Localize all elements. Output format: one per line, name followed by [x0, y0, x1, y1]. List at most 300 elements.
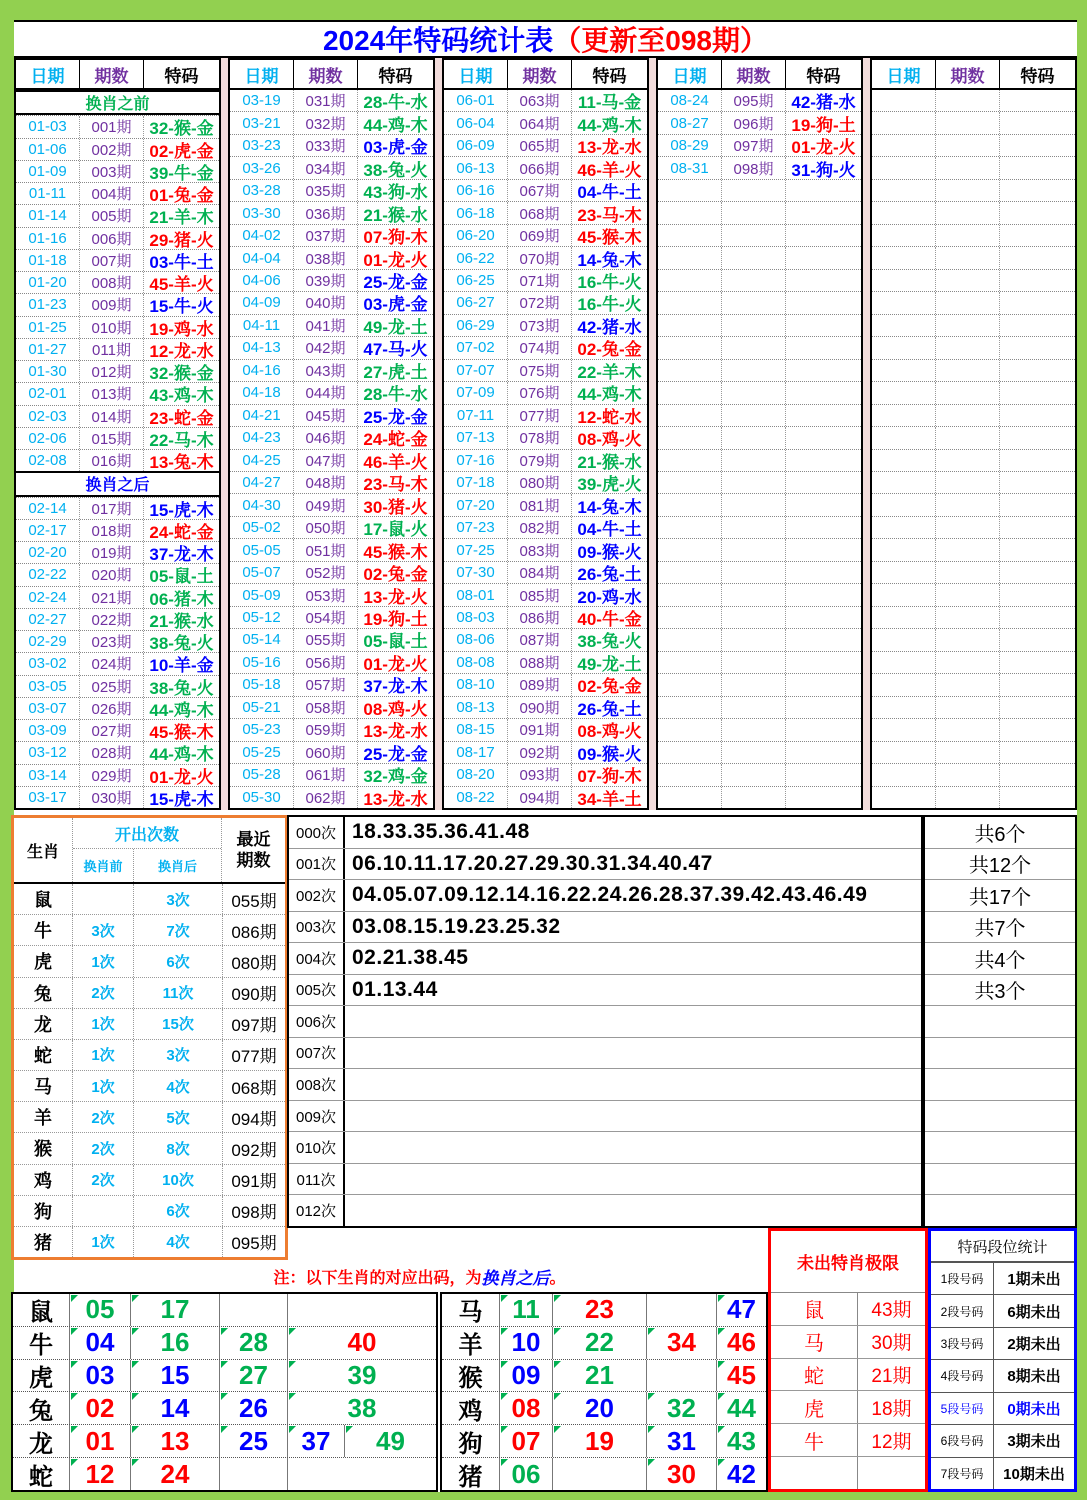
zodiac-number-row [13, 1424, 436, 1457]
zodiac-number-row [442, 1457, 766, 1490]
result-row [658, 426, 861, 448]
period-cell [935, 292, 999, 313]
total-cell [925, 1131, 1075, 1163]
code-cell [999, 382, 1075, 403]
total-cell [925, 1100, 1075, 1132]
zodiac-stats-row [14, 1039, 285, 1070]
number-cell: 04 [70, 1327, 130, 1359]
code-cell [785, 607, 861, 628]
total-cell: 共4个 [925, 942, 1075, 974]
result-row [16, 586, 219, 608]
period-cell: 053期 [293, 584, 357, 605]
zodiac-name: 兔 [13, 1392, 70, 1424]
code-cell: 26-兔-土 [571, 697, 647, 718]
count-after: 11次 [134, 978, 223, 1008]
date-cell: 07-25 [456, 541, 495, 559]
period-cell [721, 360, 785, 381]
result-row [444, 246, 647, 268]
period-cell [721, 450, 785, 471]
column-header-code: 特码 [785, 60, 861, 88]
period-cell [935, 742, 999, 763]
result-row [230, 336, 433, 358]
zodiac-name: 蛇 [14, 1040, 73, 1070]
count-before: 1次 [73, 1040, 134, 1070]
period-cell: 031期 [293, 90, 357, 111]
code-cell: 04-牛-土 [571, 517, 647, 538]
period-cell: 033期 [293, 135, 357, 156]
period-cell: 057期 [293, 674, 357, 695]
date-cell [872, 742, 935, 763]
total-cell [925, 1037, 1075, 1069]
code-cell [785, 315, 861, 336]
table-header [872, 60, 1075, 90]
result-row [230, 673, 433, 695]
period-cell [935, 764, 999, 785]
zodiac-name: 羊 [14, 1102, 73, 1132]
number-cell: 06 [500, 1458, 552, 1490]
code-cell: 01-龙-火 [143, 765, 219, 786]
zodiac-name: 虎 [13, 1360, 70, 1392]
code-cell: 09-猴-火 [571, 539, 647, 560]
number-cell: 09 [500, 1360, 552, 1392]
period-cell: 001期 [79, 116, 143, 137]
code-cell: 44-鸡-木 [143, 698, 219, 719]
period-cell: 011期 [79, 339, 143, 360]
period-cell: 012期 [79, 361, 143, 382]
column-header-period: 期数 [935, 60, 999, 88]
date-cell: 01-20 [28, 274, 67, 292]
table-header [658, 60, 861, 90]
zodiac-number-row [13, 1294, 436, 1326]
zodiac-name: 羊 [442, 1327, 500, 1359]
segment-label: 6段号码 [931, 1425, 994, 1456]
code-cell [999, 652, 1075, 673]
code-cell: 03-虎-金 [357, 292, 433, 313]
result-row [872, 538, 1075, 560]
segment-row [931, 1457, 1074, 1489]
period-cell [935, 539, 999, 560]
count-after: 6次 [134, 1196, 223, 1226]
date-cell: 08-27 [670, 114, 709, 132]
period-cell: 006期 [79, 228, 143, 249]
period-cell: 018期 [79, 520, 143, 541]
count-row [289, 942, 921, 974]
code-cell [785, 202, 861, 223]
result-row [444, 90, 647, 111]
code-cell [785, 719, 861, 740]
period-cell: 046期 [293, 427, 357, 448]
result-row [230, 111, 433, 133]
result-row [658, 516, 861, 538]
period-cell: 026期 [79, 698, 143, 719]
code-cell [785, 584, 861, 605]
result-row [230, 718, 433, 740]
result-row [658, 718, 861, 740]
count-numbers: 06.10.11.17.20.27.29.30.31.34.40.47 [352, 851, 713, 875]
code-cell [785, 764, 861, 785]
number-cell: 23 [552, 1294, 646, 1326]
code-cell: 45-猴-木 [357, 539, 433, 560]
result-row [658, 628, 861, 650]
date-cell [872, 225, 935, 246]
missing-zodiac-rows [771, 1293, 925, 1489]
result-row [658, 90, 861, 111]
zodiac-name: 蛇 [771, 1359, 858, 1391]
count-row [289, 1194, 921, 1226]
result-row [872, 314, 1075, 336]
zodiac-name: 牛 [13, 1327, 70, 1359]
result-row [658, 246, 861, 268]
period-cell: 021期 [79, 587, 143, 608]
date-cell [658, 629, 721, 650]
result-row [872, 628, 1075, 650]
column-header-period: 期数 [79, 60, 143, 88]
date-cell [872, 202, 935, 223]
date-cell [872, 427, 935, 448]
code-cell: 01-龙-火 [785, 135, 861, 156]
period-cell [935, 247, 999, 268]
zodiac-name [771, 1457, 858, 1489]
code-cell: 32-猴-金 [143, 361, 219, 382]
result-row [444, 471, 647, 493]
code-cell: 01-龙-火 [357, 247, 433, 268]
note-prefix: 注：以下生肖的对应出码，为 [273, 1269, 482, 1287]
date-cell [872, 270, 935, 291]
number-cell: 46 [716, 1327, 766, 1359]
period-cell [721, 517, 785, 538]
count-after: 3次 [134, 884, 223, 914]
count-row [289, 1163, 921, 1195]
date-cell: 08-31 [670, 159, 709, 177]
zodiac-stats-row [14, 1070, 285, 1101]
date-cell: 04-25 [242, 451, 281, 469]
result-row [872, 269, 1075, 291]
date-cell: 07-11 [456, 406, 495, 424]
code-cell: 29-猪-火 [143, 228, 219, 249]
code-cell: 24-蛇-金 [143, 520, 219, 541]
date-cell [872, 247, 935, 268]
note-suffix: 。 [549, 1269, 566, 1287]
segment-row [931, 1392, 1074, 1424]
result-row [16, 608, 219, 630]
code-cell: 11-马-金 [571, 90, 647, 111]
period-cell: 050期 [293, 517, 357, 538]
period-cell: 071期 [507, 270, 571, 291]
date-cell: 06-29 [456, 316, 495, 334]
period-cell: 008期 [79, 272, 143, 293]
date-cell [872, 607, 935, 628]
group-separator [863, 58, 870, 810]
date-cell: 04-18 [242, 384, 281, 402]
period-cell: 063期 [507, 90, 571, 111]
result-row [872, 426, 1075, 448]
date-cell: 01-30 [28, 363, 67, 381]
date-cell [872, 180, 935, 201]
zodiac-number-row [442, 1326, 766, 1359]
period-cell [935, 135, 999, 156]
period-cell: 068期 [507, 202, 571, 223]
count-row [289, 974, 921, 1006]
date-cell: 05-18 [242, 676, 281, 694]
total-cell [925, 1005, 1075, 1037]
period-cell: 037期 [293, 225, 357, 246]
date-cell [872, 135, 935, 156]
code-cell: 24-蛇-金 [357, 427, 433, 448]
result-row [230, 741, 433, 763]
result-row [16, 652, 219, 674]
code-cell [999, 292, 1075, 313]
recent-period: 097期 [231, 1016, 277, 1036]
code-cell: 44-鸡-木 [143, 742, 219, 763]
period-cell: 040期 [293, 292, 357, 313]
zodiac-stats-rows [14, 884, 285, 1257]
result-row [230, 538, 433, 560]
date-cell [658, 450, 721, 471]
code-cell: 15-虎-木 [143, 787, 219, 808]
result-row [16, 675, 219, 697]
period-cell: 070期 [507, 247, 571, 268]
period-cell [935, 315, 999, 336]
zodiac-stats-row [14, 1195, 285, 1226]
missing-periods: 12期 [871, 1431, 912, 1453]
date-cell: 02-20 [28, 544, 67, 562]
count-row [289, 1005, 921, 1037]
period-cell: 003期 [79, 161, 143, 182]
period-cell: 077期 [507, 405, 571, 426]
zodiac-stats-row [14, 1226, 285, 1257]
number-cell: 22 [552, 1327, 646, 1359]
result-row [16, 741, 219, 763]
code-cell: 19-狗-土 [785, 112, 861, 133]
number-cell: 14 [130, 1392, 219, 1424]
period-cell: 027期 [79, 720, 143, 741]
code-cell: 08-鸡-火 [571, 719, 647, 740]
date-cell: 03-19 [242, 92, 281, 110]
date-cell: 01-09 [28, 162, 67, 180]
code-cell [999, 472, 1075, 493]
date-cell: 04-02 [242, 227, 281, 245]
date-cell: 05-12 [242, 609, 281, 627]
count-after: 8次 [134, 1133, 223, 1163]
code-cell: 25-龙-金 [357, 405, 433, 426]
result-row [444, 291, 647, 313]
count-numbers [345, 1195, 921, 1226]
total-cell [925, 1194, 1075, 1226]
result-row [230, 179, 433, 201]
number-cell: 07 [500, 1425, 552, 1457]
count-row [289, 817, 921, 848]
period-cell [721, 562, 785, 583]
result-row [444, 583, 647, 605]
count-numbers: 02.21.38.45 [352, 946, 469, 970]
code-cell: 39-虎-火 [571, 472, 647, 493]
code-cell [999, 584, 1075, 605]
date-cell: 08-06 [456, 631, 495, 649]
zodiac-numbers-table-right [440, 1292, 768, 1492]
date-cell: 05-28 [242, 766, 281, 784]
code-cell [999, 427, 1075, 448]
result-row [230, 291, 433, 313]
code-cell: 42-猪-水 [571, 315, 647, 336]
number-cell: 40 [287, 1327, 436, 1359]
table-rows [16, 90, 219, 808]
result-row [230, 224, 433, 246]
date-cell: 06-09 [456, 137, 495, 155]
segment-value: 1期未出 [1007, 1271, 1061, 1289]
code-cell: 25-龙-金 [357, 742, 433, 763]
result-row [872, 404, 1075, 426]
table-rows [230, 90, 433, 808]
total-cell: 共7个 [925, 911, 1075, 943]
period-cell [935, 157, 999, 178]
code-cell: 13-龙-火 [357, 584, 433, 605]
date-cell [658, 787, 721, 808]
count-label: 008次 [289, 1069, 345, 1100]
code-cell: 21-羊-木 [143, 205, 219, 226]
date-cell: 05-25 [242, 743, 281, 761]
period-cell [721, 629, 785, 650]
period-cell: 059期 [293, 719, 357, 740]
code-cell: 44-鸡-木 [571, 382, 647, 403]
result-row [658, 538, 861, 560]
count-label: 010次 [289, 1132, 345, 1163]
period-cell: 069期 [507, 225, 571, 246]
segment-label: 3段号码 [931, 1328, 994, 1359]
date-cell: 03-21 [242, 114, 281, 132]
result-row [872, 741, 1075, 763]
date-cell [658, 315, 721, 336]
result-row [872, 651, 1075, 673]
date-cell: 04-06 [242, 271, 281, 289]
date-cell: 08-10 [456, 676, 495, 694]
count-after: 6次 [134, 946, 223, 976]
count-label: 000次 [289, 817, 345, 848]
code-cell [785, 472, 861, 493]
count-before: 2次 [73, 978, 134, 1008]
result-row [872, 179, 1075, 201]
date-cell: 03-12 [28, 744, 67, 762]
result-row [230, 381, 433, 403]
code-cell: 44-鸡-木 [357, 112, 433, 133]
date-cell: 01-18 [28, 251, 67, 269]
zodiac-name: 马 [14, 1071, 73, 1101]
period-cell [721, 584, 785, 605]
result-row [230, 651, 433, 673]
date-cell [658, 247, 721, 268]
number-cell: 30 [646, 1458, 716, 1490]
period-cell: 093期 [507, 764, 571, 785]
result-row [444, 426, 647, 448]
count-before [73, 1196, 134, 1226]
segment-value: 6期未出 [1007, 1303, 1061, 1321]
number-cell: 39 [287, 1360, 436, 1392]
zodiac-name: 龙 [14, 1009, 73, 1039]
period-cell: 058期 [293, 697, 357, 718]
count-row [289, 1100, 921, 1132]
result-row [230, 493, 433, 515]
result-row [16, 427, 219, 449]
period-cell: 042期 [293, 337, 357, 358]
result-row [16, 293, 219, 315]
period-cell: 065期 [507, 135, 571, 156]
number-cell: 25 [219, 1425, 287, 1457]
date-cell [872, 787, 935, 808]
result-row [872, 291, 1075, 313]
code-cell: 27-虎-土 [357, 360, 433, 381]
code-cell: 16-牛-火 [571, 292, 647, 313]
date-cell: 07-16 [456, 451, 495, 469]
period-cell [721, 427, 785, 448]
recent-period: 094期 [231, 1109, 277, 1129]
result-row [230, 449, 433, 471]
table-rows [872, 90, 1075, 808]
period-cell [935, 90, 999, 111]
date-cell: 04-21 [242, 406, 281, 424]
code-cell: 15-虎-木 [143, 498, 219, 519]
code-cell [999, 247, 1075, 268]
code-cell [999, 517, 1075, 538]
total-cell: 共6个 [974, 823, 1026, 846]
segment-value: 2期未出 [1007, 1336, 1061, 1354]
period-cell [935, 382, 999, 403]
date-cell: 02-06 [28, 429, 67, 447]
recent-period: 086期 [231, 922, 277, 942]
code-cell [785, 247, 861, 268]
count-before: 2次 [73, 1133, 134, 1163]
segment-stats-title: 特码段位统计 [931, 1231, 1074, 1262]
period-cell: 013期 [79, 383, 143, 404]
code-cell: 02-虎-金 [143, 139, 219, 160]
date-cell: 08-13 [456, 698, 495, 716]
count-numbers [345, 1101, 921, 1132]
note-highlight: 换肖之后 [481, 1268, 550, 1288]
result-row [230, 561, 433, 583]
number-cell: 20 [552, 1392, 646, 1424]
recent-period: 092期 [231, 1140, 277, 1160]
date-cell [872, 494, 935, 515]
result-row [444, 156, 647, 178]
period-cell: 017期 [79, 498, 143, 519]
code-cell: 08-鸡-火 [571, 427, 647, 448]
period-cell [935, 360, 999, 381]
period-cell: 067期 [507, 180, 571, 201]
period-cell: 078期 [507, 427, 571, 448]
count-label: 007次 [289, 1038, 345, 1069]
result-row [16, 405, 219, 427]
date-cell: 02-03 [28, 407, 67, 425]
count-after: 4次 [134, 1071, 223, 1101]
period-cell [721, 764, 785, 785]
count-row [289, 879, 921, 911]
code-cell: 20-鸡-水 [571, 584, 647, 605]
period-cell: 096期 [721, 112, 785, 133]
code-cell [999, 180, 1075, 201]
result-row [16, 249, 219, 271]
code-cell: 14-兔-木 [571, 247, 647, 268]
date-cell: 03-05 [28, 677, 67, 695]
code-cell: 21-猴-水 [143, 609, 219, 630]
section-header-row: 换肖之后 [16, 471, 219, 496]
date-cell [872, 292, 935, 313]
period-cell: 085期 [507, 584, 571, 605]
period-cell: 004期 [79, 183, 143, 204]
period-cell: 005期 [79, 205, 143, 226]
period-cell [721, 539, 785, 560]
code-cell: 13-兔-木 [143, 450, 219, 471]
column-header-code: 特码 [999, 60, 1075, 88]
zodiac-numbers-table-left [11, 1292, 438, 1492]
code-cell: 01-龙-火 [357, 652, 433, 673]
